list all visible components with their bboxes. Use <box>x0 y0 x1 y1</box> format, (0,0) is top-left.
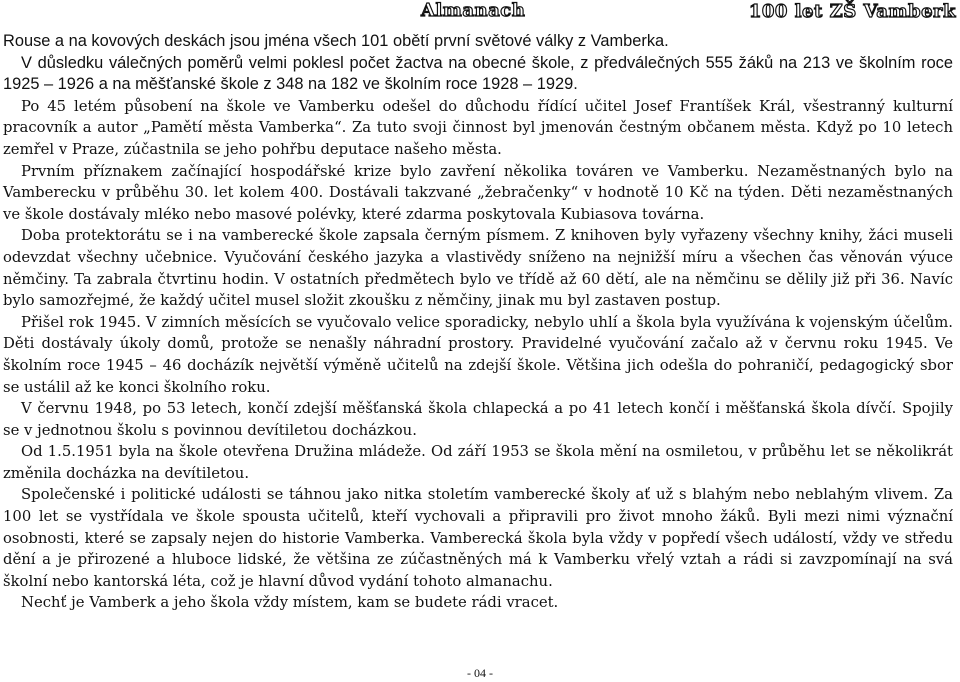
paragraph: Společenské i politické události se táhnou jako nitka stoletím vamberecké školy ať už s blahým nebo neblahým vlivem. Za 100 let se vystřídala ve škole spousta učitelů, kteří vychovali a připravili pro život mnoho žáků. Byli mezi nimi význační osobnosti, které se zapsaly nejen do historie Vamberka. Vamberecká škola byla vždy v popředí všech událostí, vždy ve středu dění a je přirozené a hluboce lidské, že většina ze zúčastněných má k Vamberku vřelý vztah a rádi si zavzpomínají na svá školní nebo kantorská léta, což je hlavní důvod vydání tohoto almanachu. <box>3 486 953 590</box>
paragraph: Prvním příznakem začínající hospodářské krize bylo zavření několika továren ve Vamberku. Nezaměstnaných bylo na Vamberecku v průběhu 30. let kolem 400. Dostávali takzvané „žebračenky“ v hodnotě 10 Kč na týden. Děti nezaměstnaných ve škole dostávaly mléko nebo masové polévky, které zdarma poskytovala Kubiasova továrna. <box>3 162 953 223</box>
paragraph: Doba protektorátu se i na vamberecké škole zapsala černým písmem. Z knihoven byly vyřazeny všechny knihy, žáci museli odevzdat všechny učebnice. Vyučování českého jazyka a vlastivědy sníženo na nejnižší míru a všechen čas věnován výuce němčiny. Ta zabrala čtvrtinu hodin. V ostatních předmětech bylo ve třídě až 60 dětí, ale na němčinu se dělily již při 36. Navíc bylo samozřejmé, že každý učitel musel složit zkoušku z němčiny, jinak mu byl zastaven postup. <box>3 227 953 310</box>
paragraph: Přišel rok 1945. V zimních měsících se vyučovalo velice sporadicky, nebylo uhlí a škola byla využívána k vojenským účelům. Děti dostávaly úkoly domů, protože se nenašly náhradní prostory. Pravidelné vyučování začalo až v červnu roku 1945. Ve školním roce 1945 – 46 docházík největší výměně učitelů na zdejší škole. Většina jich odešla do pohraničí, pedagogický sbor se ustálil až ke konci školního roku. <box>3 313 953 396</box>
header-title-almanach: Almanach <box>421 0 526 21</box>
paragraph: V důsledku válečných poměrů velmi poklesl počet žactva na obecné škole, z předválečných 555 žáků na 213 ve školním roce 1925 – 1926 a na měšťanské škole z 348 na 182 ve školním roce 1928 – 1929. <box>3 53 953 94</box>
article-body <box>3 31 953 614</box>
paragraph: Nechť je Vamberk a jeho škola vždy místem, kam se budete rádi vracet. <box>21 594 559 612</box>
paragraph: V červnu 1948, po 53 letech, končí zdejší měšťanská škola chlapecká a po 41 letech končí i měšťanská škola dívčí. Spojily se v jednotnou školu s povinnou devítiletou docházkou. <box>3 400 953 439</box>
paragraph: Po 45 letém působení na škole ve Vamberku odešel do důchodu řídící učitel Josef Frantíšek Král, všestranný kulturní pracovník a autor „Pamětí města Vamberka“. Za tuto svoji činnost byl jmenován čestným občanem města. Když po 10 letech zemřel v Praze, zúčastnila se jeho pohřbu deputace našeho města. <box>3 97 953 158</box>
header-title-100-let: 100 let ZŠ Vamberk <box>748 1 956 22</box>
page-header <box>0 0 960 30</box>
page-number: - 04 - <box>467 666 493 680</box>
paragraph: Rouse a na kovových deskách jsou jména všech 101 obětí první světové války z Vamberka. <box>3 32 669 50</box>
paragraph: Od 1.5.1951 byla na škole otevřena Družina mládeže. Od září 1953 se škola mění na osmiletou, v průběhu let se několikrát změnila docházka na devítiletou. <box>3 443 953 482</box>
